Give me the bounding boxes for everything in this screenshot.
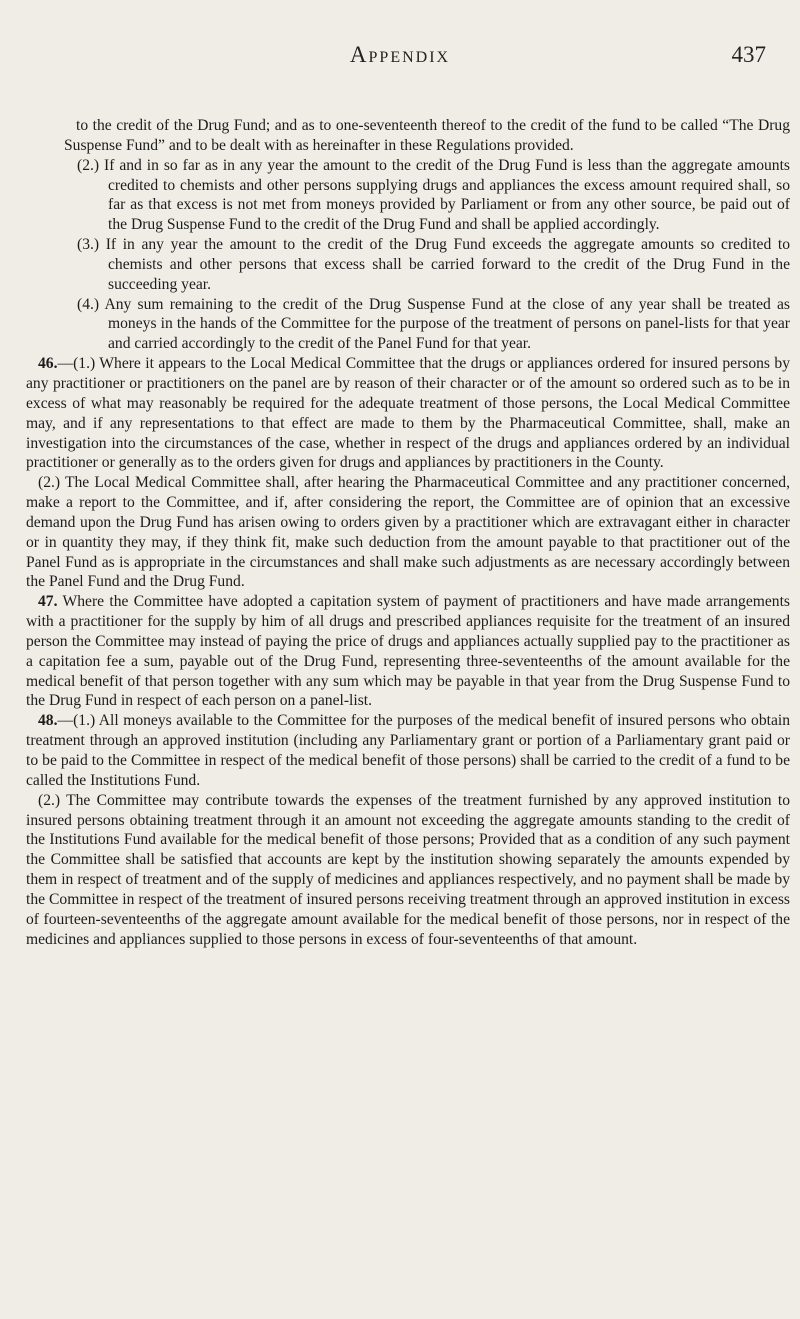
paragraph-48-1-text: —(1.) All moneys available to the Committee for the purposes of the medical benefit of insured persons who obtain treatment through an approved institution (including any Parliamentary grant or portion of a Parliamentary grant paid or to be paid to the Committee in respect of the medical benefit of those persons) shall be carried to the credit of a fund to be called the Institutions Fund. <box>26 712 790 789</box>
paragraph-47 <box>26 592 790 711</box>
body-text <box>26 116 790 949</box>
page-number: 437 <box>731 42 766 67</box>
paragraph-46-2: (2.) The Local Medical Committee shall, after hearing the Pharmaceutical Committee and any practitioner concerned, make a report to the Committee, and if, after considering the report, the Committee are of opinion that an excessive demand upon the Drug Fund has arisen owing to orders given by a practitioner which are extravagant either in character or in quantity they may, if they think fit, make such deduction from the amount payable to that practitioner out of the Panel Fund as is appropriate in the circumstances and shall make such adjustments as are necessary accordingly between the Panel Fund and the Drug Fund. <box>26 474 790 591</box>
paragraph-47-text: Where the Committee have adopted a capitation system of payment of practitioners and have made arrangements with a practitioner for the supply by him of all drugs and prescribed appliances requisite for the treatment of an insured person the Committee may instead of paying the price of drugs and appliances actually supplied pay to the practitioner as a capitation fee a sum, payable out of the Drug Fund, representing three-seventeenths of the amount available for the medical benefit of that person together with any sum which may be payable in that year from the Drug Suspense Fund to the Drug Fund in respect of each person on a panel-list. <box>26 593 790 710</box>
paragraph-45-4: (4.) Any sum remaining to the credit of the Drug Suspense Fund at the close of any year shall be treated as moneys in the hands of the Committee for the purpose of the treatment of persons on panel-lists for that year and carried accordingly to the credit of the Panel Fund for that year. <box>77 295 790 353</box>
paragraph-46-1-text: —(1.) Where it appears to the Local Medical Committee that the drugs or appliances ordered for insured persons by any practitioner or practitioners on the panel are by reason of their character or of the amount so ordered such as to be in excess of what may reasonably be required for the adequate treatment of those persons, the Local Medical Committee may, and if any representations to that effect are made to them by the Pharmaceutical Committee, shall, make an investigation into the circumstances of the case, whether in respect of the drugs and appliances ordered by an individual practitioner or generally as to the orders given for drugs and appliances by practitioners in the County. <box>26 355 790 472</box>
section-number-46: 46. <box>38 355 58 373</box>
paragraph-46-1 <box>26 354 790 473</box>
section-number-48: 48. <box>38 712 58 730</box>
section-number-47: 47. <box>38 593 58 611</box>
paragraph-45-continuation: to the credit of the Drug Fund; and as to one-seventeenth thereof to the credit of the fund to be called “The Drug Suspense Fund” and to be dealt with as hereinafter in these Regulations provided. <box>64 117 790 154</box>
paragraph-45-2: (2.) If and in so far as in any year the amount to the credit of the Drug Fund is less than the aggregate amounts credited to chemists and other persons supplying drugs and appliances the excess amount required shall, so far as that excess is not met from moneys provided by Parliament or from any other source, be paid out of the Drug Suspense Fund to the credit of the Drug Fund and shall be applied accordingly. <box>77 156 790 234</box>
paragraph-45-3: (3.) If in any year the amount to the credit of the Drug Fund exceeds the aggregate amounts so credited to chemists and other persons that excess shall be carried forward to the credit of the Drug Fund in the succeeding year. <box>77 236 790 293</box>
page-title: Appendix <box>349 42 451 67</box>
running-head <box>0 42 800 72</box>
paragraph-48-2: (2.) The Committee may contribute towards the expenses of the treatment furnished by any approved institution to insured persons obtaining treatment through it an amount not exceeding the aggregate amounts standing to the credit of the Institutions Fund available for the medical benefit of those persons; Provided that as a condition of any such payment the Committee shall be satisfied that accounts are kept by the institution showing separately the amounts expended by them in respect of treatment and of the supply of medicines and appliances respectively, and no payment shall be made by the Committee in respect of the treatment of insured persons receiving treatment through an approved institution in excess of fourteen-seventeenths of the aggregate amount available for the medical benefit of those persons, nor in respect of the medicines and appliances supplied to those persons in excess of four-seventeenths of that amount. <box>26 791 790 948</box>
continued-regulation-45 <box>26 116 790 354</box>
paragraph-48-1 <box>26 711 790 790</box>
